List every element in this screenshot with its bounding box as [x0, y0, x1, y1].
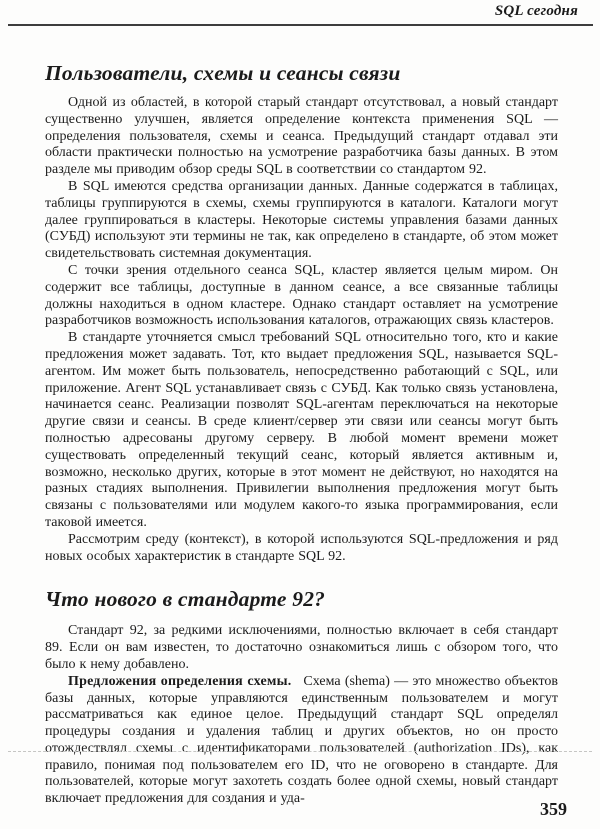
body-paragraph: Стандарт 92, за редкими исключениями, полностью включает в себя стандарт 89. Если он вам известен, то достаточно ознакомиться лишь с обзором того, что было к нему добавлено.: [45, 623, 558, 672]
page-content: [45, 60, 558, 808]
body-paragraph: В стандарте уточняется смысл требований SQL относительно того, кто и какие предложения может задавать. Тот, кто выдает предложения SQL, называется SQL-агентом. Им может быть пользователь, непосредственно работающий с SQL, или приложение. Агент SQL устанавливает связь с СУБД. Как только связь установлена, начинается сеанс. Реализации позволят SQL-агентам переключаться на некоторые другие связи и сеансы. В среде клиент/сервер эти связи или сеансы могут быть полностью адресованы другому серверу. В любой момент времени может существовать определенный текущий сеанс, который является активным и, возможно, несколько других, которые в этот момент не действуют, но находятся на разных стадиях выполнения. Привилегии выполнения предложения могут быть связаны с пользователями или модулем какого-то языка программирования, если таковой имеется.: [45, 330, 558, 530]
running-title: SQL сегодня: [494, 3, 578, 19]
body-paragraph: В SQL имеются средства организации данных. Данные содержатся в таблицах, таблицы группируются в схемы, схемы группируются в каталоги. Каталоги могут далее группироваться в кластеры. Некоторые системы управления базами данных (СУБД) используют эти термины не так, как определено в стандарте, об этом может свидетельствовать системная документация.: [45, 178, 558, 262]
runin-heading: Предложения определения схемы.: [68, 673, 292, 689]
body-paragraph: Рассмотрим среду (контекст), в которой используются SQL-предложения и ряд новых особых характеристик в стандарте SQL 92.: [45, 531, 558, 564]
body-paragraph: Одной из областей, в которой старый стандарт отсутствовал, а новый стандарт существенно улучшен, является определение контекста применения SQL — определения пользователя, схемы и сеанса. Предыдущий стандарт отдавал эти области практически полностью на усмотрение разработчика базы данных. В этом разделе мы приводим обзор среды SQL в соответствии со стандартом 92.: [45, 95, 558, 178]
runin-paragraph: [45, 674, 558, 808]
section-title-users-schemas-sessions: Пользователи, схемы и сеансы связи: [45, 61, 401, 85]
header-rule: [8, 24, 593, 26]
section-title-whats-new-in-92: Что нового в стандарте 92?: [45, 587, 326, 612]
body-paragraph: С точки зрения отдельного сеанса SQL, кластер является целым миром. Он содержит все таблицы, доступные в данном сеансе, а все связанные таблицы должны находиться в одном кластере. Однако стандарт оставляет на усмотрение разработчиков возможность использования каталогов, отражающих связь кластеров.: [45, 262, 558, 329]
footer-rule: [8, 751, 592, 752]
runin-text: Схема (shema) — это множество объектов базы данных, которые управляются единственным пользователем и могут рассматриваться как единое целое. Предыдущий стандарт SQL определял процедуры создания и удаления таблиц и других объектов, но он просто отождествлял схемы с идентификаторами пользователей (authorization IDs), как правило, понимая под пользователем его ID, что не оговорено в стандарте. Для пользователей, которые могут захотеть создать более одной схемы, новый стандарт включает предложения для создания и уда-: [45, 673, 558, 807]
page-number: 359: [540, 799, 567, 819]
